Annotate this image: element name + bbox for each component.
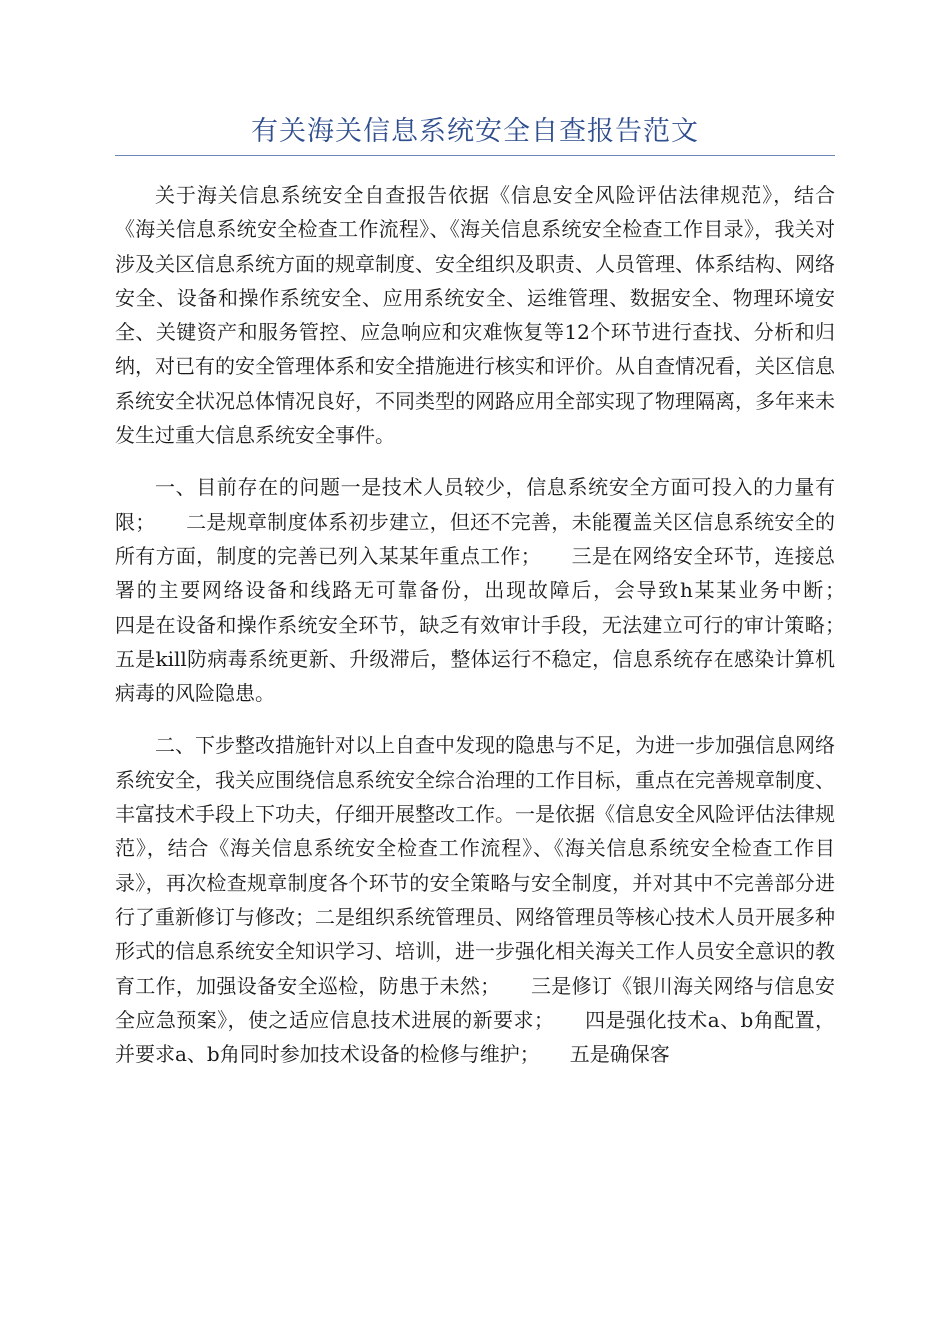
paragraph-problems: 一、目前存在的问题一是技术人员较少，信息系统安全方面可投入的力量有限； 二是规章制度体系初步建立，但还不完善，未能覆盖关区信息系统安全的所有方面，制度的完善已列入某某年重点工作； 三是在网络安全环节，连接总署的主要网络设备和线路无可靠备份，出现故障后，会导致h某某业务中断； 四是在设备和操作系统安全环节，缺乏有效审计手段，无法建立可行的审计策略； 五是kill防病毒系统更新、升级滞后，整体运行不稳定，信息系统存在感染计算机病毒的风险隐患。	[115, 475, 875, 706]
document-title: 有关海关信息系统安全自查报告范文	[251, 116, 699, 147]
paragraph-measures: 二、下步整改措施针对以上自查中发现的隐患与不足，为进一步加强信息网络系统安全，我关应围绕信息系统安全综合治理的工作目标，重点在完善规章制度、丰富技术手段上下功夫，仔细开展整改工作。一是依据《信息安全风险评估法律规范》，结合《海关信息系统安全检查工作流程》、《海关信息系统安全检查工作目录》，再次检查规章制度各个环节的安全策略与安全制度，并对其中不完善部分进行了重新修订与修改；二是组织系统管理员、网络管理员等核心技术人员开展多种形式的信息系统安全知识学习、培训，进一步强化相关海关工作人员安全意识的教育工作，加强设备安全巡检，防患于未然； 三是修订《银川海关网络与信息安全应急预案》，使之适应信息技术进展的新要求； 四是强化技术a、b角配置，并要求a、b角同时参加技术设备的检修与维护； 五是确保客	[115, 733, 835, 1067]
document-body	[115, 178, 875, 1089]
paragraph-intro: 关于海关信息系统安全自查报告依据《信息安全风险评估法律规范》，结合《海关信息系统安全检查工作流程》、《海关信息系统安全检查工作目录》，我关对涉及关区信息系统方面的规章制度、安全组织及职责、人员管理、体系结构、网络安全、设备和操作系统安全、应用系统安全、运维管理、数据安全、物理环境安全、关键资产和服务管控、应急响应和灾难恢复等12个环节进行查找、分析和归纳，对已有的安全管理体系和安全措施进行核实和评价。从自查情况看，关区信息系统安全状况总体情况良好，不同类型的网路应用全部实现了物理隔离，多年来未发生过重大信息系统安全事件。	[115, 183, 835, 448]
title-underline	[115, 155, 835, 156]
